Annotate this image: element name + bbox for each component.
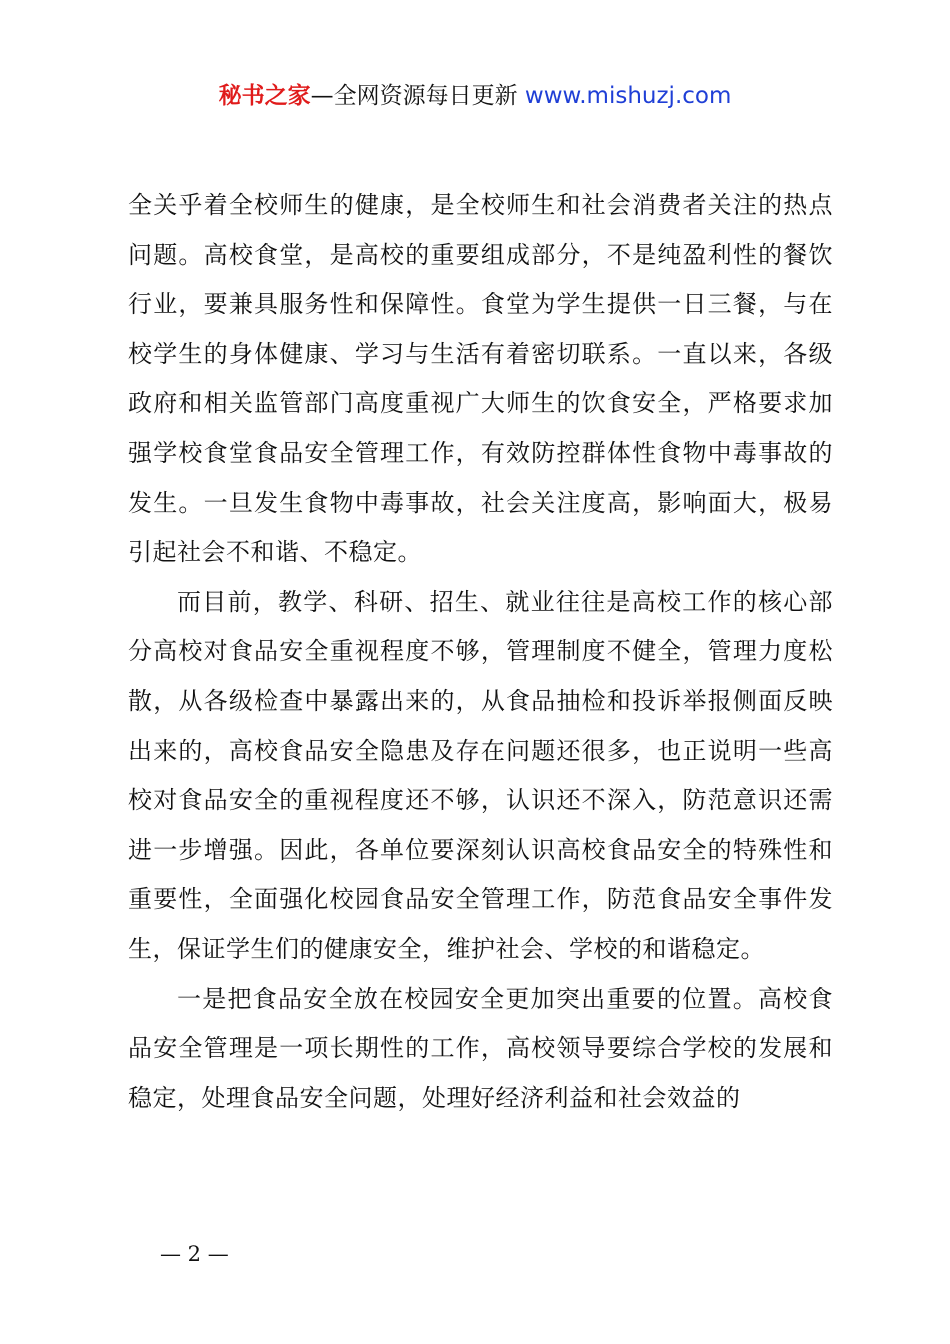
paragraph: 一是把食品安全放在校园安全更加突出重要的位置。高校食品安全管理是一项长期性的工作，高校领导要综合学校的发展和稳定，处理食品安全问题，处理好经济利益和社会效益的: [128, 984, 833, 1112]
page-number: — 2 —: [160, 1242, 229, 1266]
paragraph-continued: 全关乎着全校师生的健康，是全校师生和社会消费者关注的热点问题。高校食堂，是高校的重要组成部分，不是纯盈利性的餐饮行业，要兼具服务性和保障性。食堂为学生提供一日三餐，与在校学生的身体健康、学习与生活有着密切联系。一直以来，各级政府和相关监管部门高度重视广大师生的饮食安全，严格要求加强学校食堂食品安全管理工作，有效防控群体性食物中毒事故的发生。一旦发生食物中毒事故，社会关注度高，影响面大，极易引起社会不和谐、不稳定。: [128, 191, 833, 567]
paragraph: 而目前，教学、科研、招生、就业往往是高校工作的核心部分高校对食品安全重视程度不够，管理制度不健全，管理力度松散，从各级检查中暴露出来的，从食品抽检和投诉举报侧面反映出来的，高校食品安全隐患及存在问题还很多，也正说明一些高校对食品安全的重视程度还不够，认识还不深入，防范意识还需进一步增强。因此，各单位要深刻认识高校食品安全的特殊性和重要性，全面强化校园食品安全管理工作，防范食品安全事件发生，保证学生们的健康安全，维护社会、学校的和谐稳定。: [128, 587, 833, 963]
brand-name: 秘书之家: [218, 83, 311, 109]
site-header: [0, 80, 950, 112]
header-tagline: —全网资源每日更新: [310, 83, 518, 109]
site-url-link[interactable]: www.mishuzj.com: [524, 83, 732, 109]
document-body: [128, 181, 833, 1123]
